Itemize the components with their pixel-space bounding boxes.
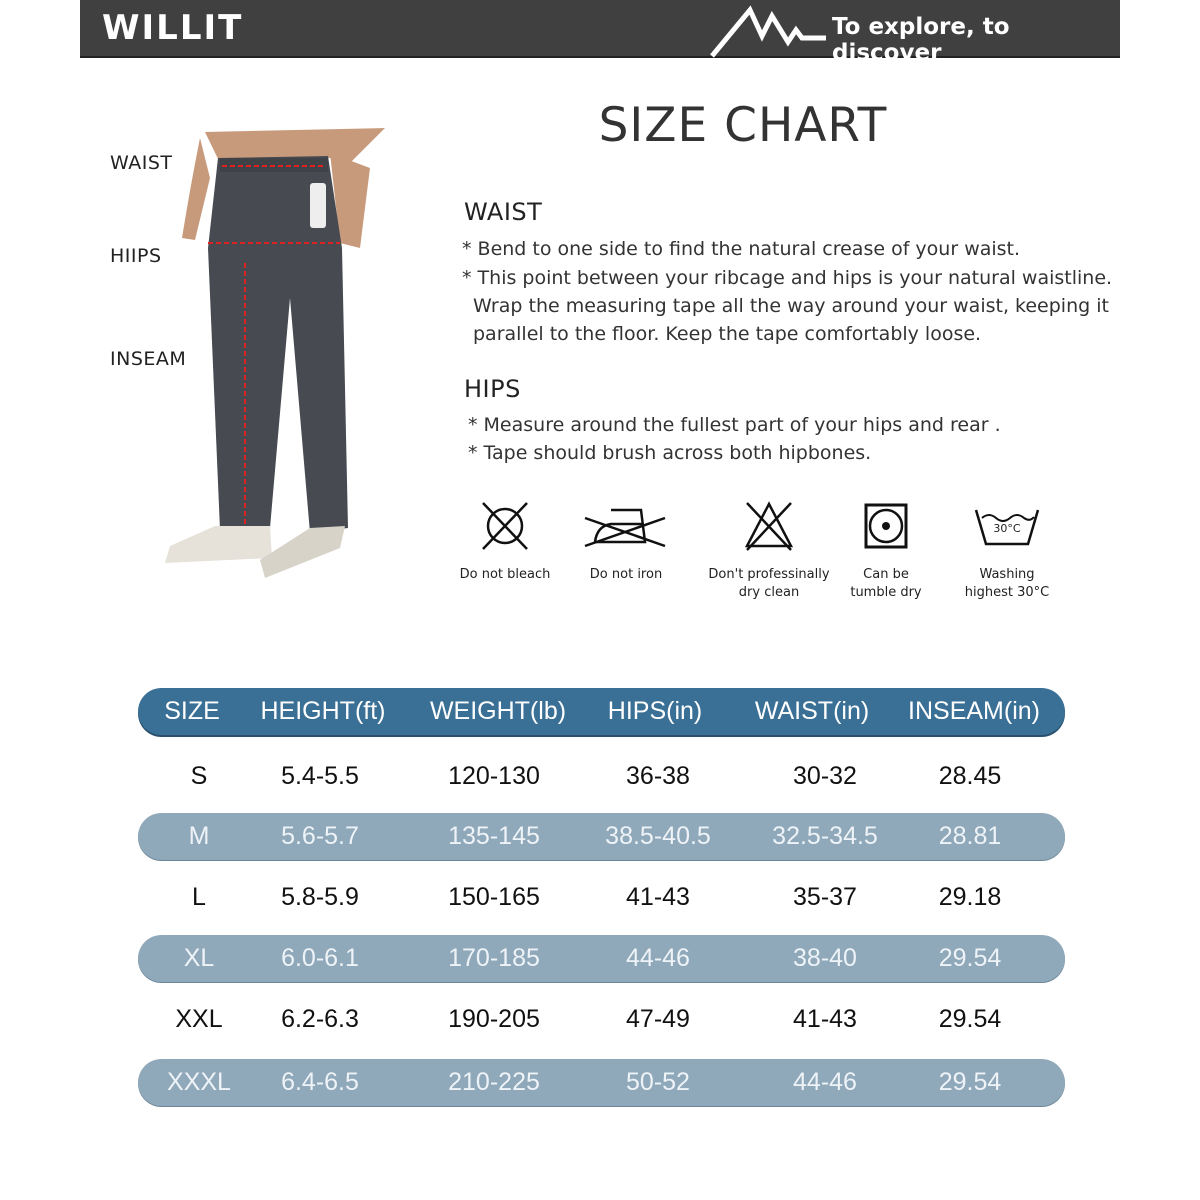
wash-temp: 30°C [993, 522, 1021, 535]
table-cell: L [192, 883, 206, 911]
hips-label: HIIPS [110, 245, 162, 267]
table-row [138, 935, 1065, 982]
table-cell: 28.81 [938, 822, 1002, 850]
table-cell: 6.2-6.3 [281, 1005, 359, 1033]
waist-line: * This point between your ribcage and hips is your natural waistline. [462, 267, 1113, 289]
table-cell: XXL [175, 1005, 223, 1033]
care-label: Do not iron [589, 567, 663, 582]
table-cell: 38-40 [793, 944, 857, 972]
waist-line: * Bend to one side to find the natural crease of your waist. [462, 238, 1021, 260]
table-cell: 6.4-6.5 [281, 1068, 359, 1096]
table-cell: 36-38 [626, 762, 690, 790]
care-label: tumble dry [850, 585, 922, 600]
table-cell: 6.0-6.1 [281, 944, 359, 972]
page-title: SIZE CHART [598, 98, 888, 153]
inseam-label: INSEAM [110, 348, 187, 370]
table-cell: 44-46 [793, 1068, 857, 1096]
table-cell: 44-46 [626, 944, 690, 972]
table-cell: 170-185 [448, 944, 540, 972]
table-cell: 120-130 [448, 762, 540, 790]
hips-heading: HIPS [464, 375, 521, 403]
table-cell: 29.18 [938, 883, 1002, 911]
table-cell: 5.4-5.5 [281, 762, 359, 790]
brand-tagline: To explore, to discover [832, 14, 1010, 66]
table-cell: 30-32 [793, 762, 857, 790]
table-header [138, 688, 1065, 735]
waist-heading: WAIST [464, 198, 543, 226]
table-cell: 29.54 [938, 944, 1002, 972]
wash-30-icon [972, 500, 1042, 552]
table-cell: 28.45 [938, 762, 1002, 790]
care-wash-30 [937, 500, 1077, 602]
column-header: WEIGHT(lb) [429, 697, 567, 725]
no-dry-clean-icon [741, 500, 797, 552]
hips-line: * Measure around the fullest part of your hips and rear . [468, 414, 1001, 436]
care-label: Don't professinally [708, 567, 830, 582]
mountain-logo-icon [710, 2, 830, 58]
table-row [138, 753, 1065, 800]
table-cell: 41-43 [626, 883, 690, 911]
table-cell: 150-165 [448, 883, 540, 911]
table-cell: 5.6-5.7 [281, 822, 359, 850]
column-header: WAIST(in) [754, 697, 870, 725]
table-cell: 41-43 [793, 1005, 857, 1033]
care-label: dry clean [738, 585, 800, 600]
hips-line: * Tape should brush across both hipbones. [468, 442, 872, 464]
table-cell: 32.5-34.5 [772, 822, 878, 850]
table-cell: 5.8-5.9 [281, 883, 359, 911]
tumble-dry-icon [858, 500, 914, 552]
no-iron-icon [583, 500, 669, 552]
table-row [138, 813, 1065, 860]
table-cell: 35-37 [793, 883, 857, 911]
table-cell: 135-145 [448, 822, 540, 850]
care-label: Do not bleach [459, 567, 551, 582]
table-row [138, 996, 1065, 1043]
table-cell: 29.54 [938, 1005, 1002, 1033]
care-label: Can be [863, 567, 909, 582]
waist-line: parallel to the floor. Keep the tape comfortably loose. [473, 323, 982, 345]
table-cell: S [190, 762, 208, 790]
column-header: SIZE [164, 697, 220, 725]
care-label: highest 30°C [964, 585, 1050, 600]
brand-logo: WILLIT [102, 8, 244, 48]
column-header: INSEAM(in) [908, 697, 1040, 725]
table-cell: XL [183, 944, 215, 972]
table-cell: M [188, 822, 210, 850]
pants-model-image [160, 128, 395, 583]
waist-line: Wrap the measuring tape all the way around your waist, keeping it [473, 295, 1109, 317]
table-row [138, 1059, 1065, 1106]
table-cell: 29.54 [938, 1068, 1002, 1096]
table-cell: XXXL [167, 1068, 231, 1096]
column-header: HEIGHT(ft) [260, 697, 386, 725]
care-no-bleach [435, 500, 575, 584]
waist-label: WAIST [110, 152, 173, 174]
care-label: Washing [979, 567, 1035, 582]
no-bleach-icon [477, 500, 533, 552]
column-header: HIPS(in) [607, 697, 703, 725]
care-tumble-dry [816, 500, 956, 602]
table-cell: 210-225 [448, 1068, 540, 1096]
care-no-iron [556, 500, 696, 584]
table-cell: 38.5-40.5 [605, 822, 711, 850]
table-cell: 50-52 [626, 1068, 690, 1096]
table-cell: 47-49 [626, 1005, 690, 1033]
brand-header [80, 0, 1120, 66]
table-row [138, 874, 1065, 921]
table-cell: 190-205 [448, 1005, 540, 1033]
